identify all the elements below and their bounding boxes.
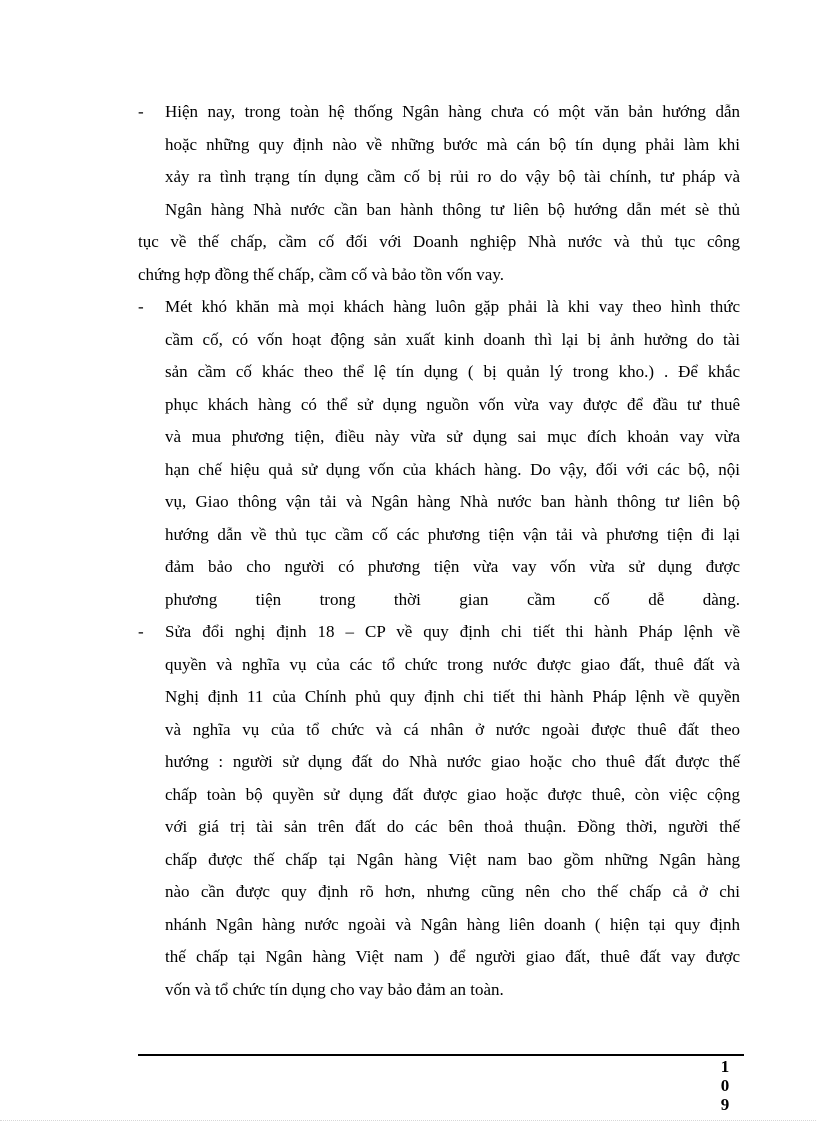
page-number [717, 1057, 733, 1114]
text-line: Mét khó khăn mà mọi khách hàng luôn gặp phải là khi vay theo hình thức [165, 297, 740, 316]
text-line: và nghĩa vụ của tổ chức và cá nhân ở nước ngoài được thuê đất theo [165, 719, 740, 739]
text-line: Ngân hàng Nhà nước cần ban hành thông tư liên bộ hướng dẫn mét sè thủ [165, 199, 740, 219]
text-line: Sửa đổi nghị định 18 – CP về quy định chi tiết thi hành Pháp lệnh về [165, 622, 740, 641]
text-line: nào cần được quy định rõ hơn, nhưng cũng nên cho thế chấp cả ở chi [165, 882, 740, 901]
page-number-digit: 1 [720, 1057, 730, 1076]
bullet-paragraph-2 [138, 291, 740, 616]
text-line: Nghị định 11 của Chính phủ quy định chi tiết thi hành Pháp lệnh về quyền [165, 687, 740, 706]
text-line: cầm cố, có vốn hoạt động sản xuất kinh doanh thì lại bị ảnh hưởng do tài [165, 329, 740, 349]
text-line: xảy ra tình trạng tín dụng cầm cố bị rủi ro do vậy bộ tài chính, tư pháp và [165, 167, 740, 186]
page-bottom-border [0, 1120, 816, 1121]
page-number-digit: 0 [720, 1076, 730, 1095]
text-line: phục khách hàng có thể sử dụng nguồn vốn vừa vay được để đầu tư thuê [165, 394, 740, 414]
text-line: Hiện nay, trong toàn hệ thống Ngân hàng chưa có một văn bản hướng dẫn [165, 102, 740, 121]
text-line: chấp được thế chấp tại Ngân hàng Việt nam bao gồm những Ngân hàng [165, 849, 740, 869]
page-number-digit: 9 [720, 1095, 730, 1114]
bullet-dash: - [138, 102, 144, 121]
text-line: thế chấp tại Ngân hàng Việt nam ) để người giao đất, thuê đất vay được [165, 947, 740, 966]
text-line: chấp toàn bộ quyền sử dụng đất được giao hoặc được thuê, còn việc cộng [165, 784, 740, 804]
text-line: và mua phương tiện, điều này vừa sử dụng sai mục đích khoản vay vừa [165, 427, 740, 446]
text-line: phương tiện trong thời gian cầm cố dễ dàng. [165, 589, 740, 609]
text-line: chứng hợp đồng thế chấp, cầm cố và bảo tồn vốn vay. [138, 264, 504, 284]
bullet-dash: - [138, 297, 144, 316]
footer-rule [138, 1054, 744, 1056]
body-text [138, 96, 740, 1006]
text-line: với giá trị tài sản trên đất do các bên thoả thuận. Đồng thời, người thế [165, 817, 740, 836]
text-line: tục về thế chấp, cầm cố đối với Doanh nghiệp Nhà nước và thủ tục công [138, 232, 740, 251]
bullet-paragraph-3 [138, 616, 740, 1006]
text-line: hướng : người sử dụng đất do Nhà nước giao hoặc cho thuê đất được thế [165, 752, 740, 771]
text-line: sản cầm cố khác theo thể lệ tín dụng ( bị quản lý trong kho.) . Để khắc [165, 362, 740, 381]
text-line: đảm bảo cho người có phương tiện vừa vay vốn vừa sử dụng được [165, 557, 740, 576]
bullet-paragraph-1 [138, 96, 740, 291]
text-line: quyền và nghĩa vụ của các tổ chức trong nước được giao đất, thuê đất và [165, 654, 740, 674]
text-line: nhánh Ngân hàng nước ngoài và Ngân hàng liên doanh ( hiện tại quy định [165, 914, 740, 934]
text-line: hướng dẫn về thủ tục cầm cố các phương tiện vận tải và phương tiện đi lại [165, 524, 740, 544]
text-line: vốn và tổ chức tín dụng cho vay bảo đảm an toàn. [165, 979, 504, 999]
text-line: hạn chế hiệu quả sử dụng vốn của khách hàng. Do vậy, đối với các bộ, nội [165, 459, 740, 479]
text-line: hoặc những quy định nào về những bước mà cán bộ tín dụng phải làm khi [165, 134, 740, 154]
bullet-dash: - [138, 622, 144, 641]
text-line: vụ, Giao thông vận tải và Ngân hàng Nhà nước ban hành thông tư liên bộ [165, 492, 740, 511]
